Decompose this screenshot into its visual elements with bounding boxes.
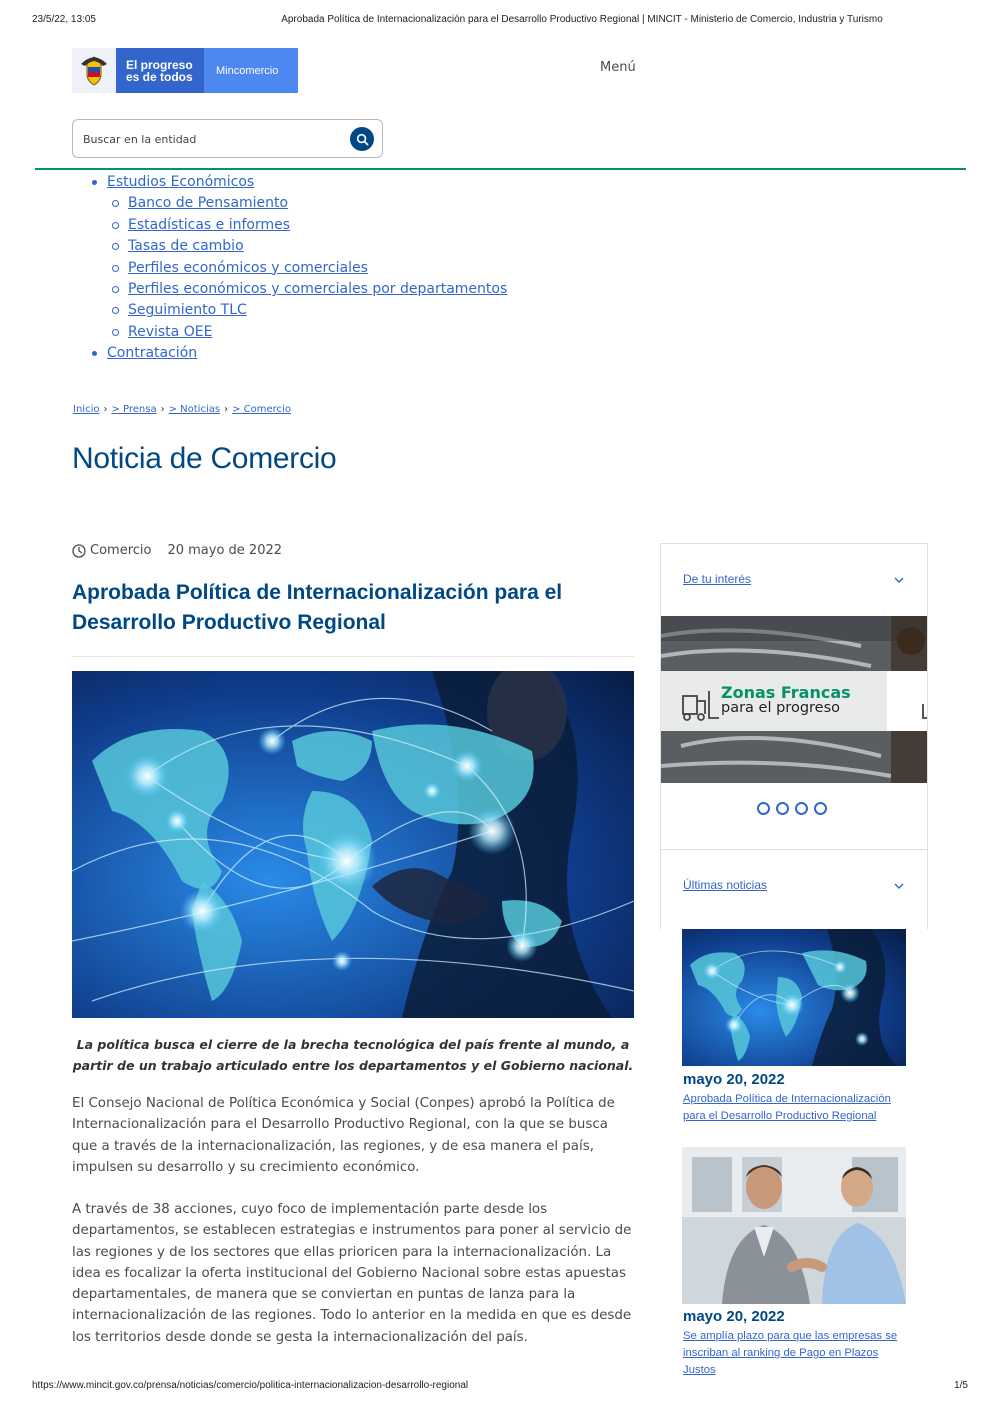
print-page-title: Aprobada Política de Internacionalización para el Desarrollo Productivo Regional | MINCIT - Ministerio de Comercio, Industria y Turismo <box>281 14 883 25</box>
article-paragraph: El Consejo Nacional de Política Económica y Social (Conpes) aprobó la Política de Internacionalización para el Desarrollo Productivo Regional, con la que se busca que a través de la internacionalización, las regiones, y de esa manera el país, impulsen su desarrollo y su crecimiento económico. <box>72 1096 615 1175</box>
nav-subitem <box>112 193 507 214</box>
print-header <box>32 14 968 30</box>
page-title: Noticia de Comercio <box>72 442 337 475</box>
news-date: mayo 20, 2022 <box>683 1308 785 1325</box>
nav-subitem <box>112 215 507 236</box>
article-image <box>72 671 634 1018</box>
nav-link-perfiles[interactable]: Perfiles económicos y comerciales <box>128 259 368 276</box>
nav-link-estudios[interactable]: Estudios Económicos <box>107 174 255 190</box>
breadcrumb-noticias[interactable]: > Noticias <box>168 404 221 415</box>
site-logo[interactable] <box>72 48 298 93</box>
nav-link-tasas[interactable]: Tasas de cambio <box>128 238 244 255</box>
breadcrumb-separator: › <box>160 404 165 415</box>
breadcrumb-inicio[interactable]: Inicio <box>73 404 100 415</box>
clock-icon <box>72 544 86 558</box>
nav-subitem <box>112 236 507 257</box>
search-button[interactable] <box>350 127 374 151</box>
breadcrumb <box>73 404 291 415</box>
article-headline: Aprobada Política de Internacionalización para el Desarrollo Productivo Regional <box>72 581 563 634</box>
banner-title: Zonas Francas <box>721 683 851 702</box>
logo-line-1: El progreso <box>126 57 193 72</box>
nav-link-seguimiento-tlc[interactable]: Seguimiento TLC <box>128 302 247 319</box>
news-link[interactable]: Se amplía plazo para que las empresas se inscriban al ranking de Pago en Plazos Justos <box>683 1330 898 1376</box>
nav-subitem <box>112 300 507 321</box>
nav-item-estudios <box>92 172 507 193</box>
nav-submenu <box>112 193 507 343</box>
news-link[interactable]: Aprobada Política de Internacionalización para el Desarrollo Productivo Regional <box>683 1093 891 1122</box>
print-page-number: 1/5 <box>954 1380 968 1391</box>
interest-toggle[interactable]: De tu interés <box>683 572 752 586</box>
menu-button[interactable]: Menú <box>600 60 636 75</box>
breadcrumb-separator: › <box>224 404 229 415</box>
breadcrumb-prensa[interactable]: > Prensa <box>111 404 157 415</box>
article-date: 20 mayo de 2022 <box>167 543 283 558</box>
article-paragraph: A través de 38 acciones, cuyo foco de implementación parte desde los departamentos, se establecen estrategias e instrumentos para poner al servicio de las regiones y de los sectores que ellas prioricen para la internacionalización. La idea es focalizar la oferta institucional del Gobierno Nacional sobre estas apuestas departamentales, de manera que se conviertan en puntas de lanza para la internacionalización de las regiones. Todo lo anterior en la medida en que es desde los territorios desde donde se gesta la internacionalización del país. <box>72 1202 632 1345</box>
nav-link-revista-oee[interactable]: Revista OEE <box>128 323 213 340</box>
news-toggle[interactable]: Últimas noticias <box>683 878 768 892</box>
logo-ministry: Mincomercio <box>204 48 298 93</box>
chevron-down-icon[interactable] <box>893 880 905 892</box>
logo-slogan <box>116 48 204 93</box>
carousel-dots <box>757 802 827 815</box>
nav-link-contratacion[interactable]: Contratación <box>107 345 198 362</box>
search-box <box>72 119 383 158</box>
sidebar-news-panel <box>660 849 928 929</box>
logo-line-2: es de todos <box>126 69 193 84</box>
carousel-dot[interactable] <box>795 802 808 815</box>
breadcrumb-separator: › <box>103 404 108 415</box>
carousel-dot[interactable] <box>757 802 770 815</box>
print-date: 23/5/22, 13:05 <box>32 14 96 25</box>
nav-link-estadisticas[interactable]: Estadísticas e informes <box>128 216 291 233</box>
news-thumbnail[interactable] <box>682 929 906 1066</box>
headline-divider <box>72 656 634 657</box>
news-thumbnail[interactable] <box>682 1147 906 1304</box>
print-footer <box>32 1380 968 1394</box>
chevron-down-icon[interactable] <box>893 574 905 586</box>
carousel-dot[interactable] <box>776 802 789 815</box>
nav-submenu-wrapper <box>92 193 507 343</box>
nav-subitem <box>112 322 507 343</box>
nav-link-banco[interactable]: Banco de Pensamiento <box>128 195 289 212</box>
breadcrumb-comercio[interactable]: > Comercio <box>232 404 291 415</box>
colombia-crest-icon <box>72 48 116 93</box>
image-caption: La política busca el cierre de la brecha tecnológica del país frente al mundo, a partir de un trabajo articulado entre los departamentos y el Gobierno nacional. <box>72 1037 634 1073</box>
carousel-dot[interactable] <box>814 802 827 815</box>
nav-item-contratacion <box>92 343 507 364</box>
search-icon <box>356 133 369 146</box>
nav-subitem <box>112 279 507 300</box>
zonas-francas-banner[interactable] <box>661 616 927 783</box>
nav-subitem <box>112 258 507 279</box>
header-divider <box>35 168 966 170</box>
print-url: https://www.mincit.gov.co/prensa/noticias/comercio/politica-internacionalizacion-desarrollo-regional <box>32 1380 469 1391</box>
nav-link-perfiles-departamentos[interactable]: Perfiles económicos y comerciales por departamentos <box>128 281 508 298</box>
article-category: Comercio <box>90 543 152 558</box>
news-date: mayo 20, 2022 <box>683 1071 785 1088</box>
search-input[interactable] <box>83 129 343 149</box>
banner-subtitle: para el progreso <box>721 700 841 716</box>
nav-menu <box>92 172 507 365</box>
article-meta <box>72 543 282 558</box>
